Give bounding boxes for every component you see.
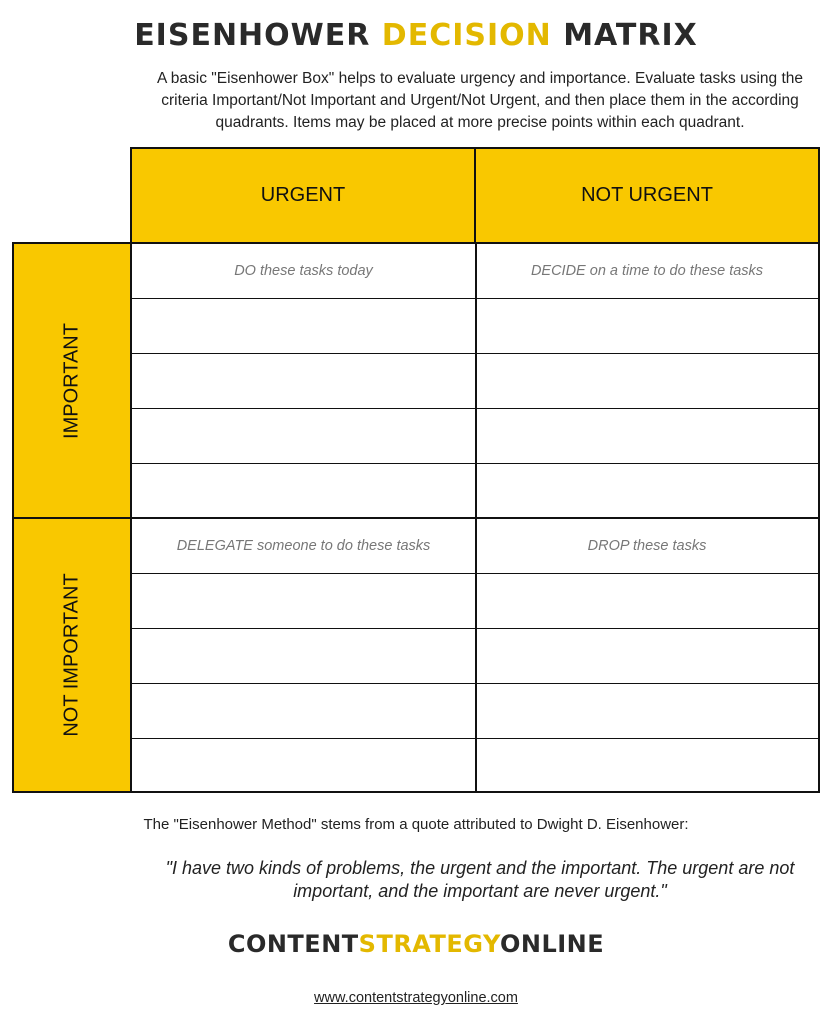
matrix-grid (130, 242, 820, 793)
quadrant-delegate-row[interactable] (132, 684, 476, 739)
quadrant-drop-row[interactable] (476, 739, 818, 791)
quadrant-do-hint: DO these tasks today (132, 244, 476, 299)
quadrant-decide-row[interactable] (476, 464, 818, 519)
quadrant-delegate-row[interactable] (132, 574, 476, 629)
method-note: The "Eisenhower Method" stems from a quote attributed to Dwight D. Eisenhower: (143, 816, 689, 833)
row-header-important-label: IMPORTANT (60, 322, 83, 439)
eisenhower-quote: "I have two kinds of problems, the urgent and the important. The urgent are not important, and the important are never urgent." (165, 858, 795, 901)
brand-logo (0, 930, 832, 958)
center-divider (475, 244, 477, 791)
brand-accent: STRATEGY (358, 930, 500, 958)
title-part-1: EISENHOWER (134, 18, 382, 53)
quadrant-do-row[interactable] (132, 354, 476, 409)
quadrant-do-row[interactable] (132, 299, 476, 354)
intro-text: A basic "Eisenhower Box" helps to evaluate urgency and importance. Evaluate tasks using the criteria Important/Not Important and Urgent/Not Urgent, and then place them in the according quadrants. Items may be placed at more precise points within each quadrant. (156, 70, 804, 131)
column-header-urgent (130, 147, 476, 244)
page-title (0, 18, 832, 53)
column-header-not-urgent-label: NOT URGENT (581, 184, 713, 206)
quadrant-delegate-hint: DELEGATE someone to do these tasks (132, 519, 476, 574)
row-header-not-important (12, 517, 132, 793)
quadrant-decide-hint: DECIDE on a time to do these tasks (476, 244, 818, 299)
brand-part-3: ONLINE (499, 930, 605, 958)
brand-part-1: CONTENT (227, 930, 359, 958)
quadrant-drop-row[interactable] (476, 684, 818, 739)
title-part-3: MATRIX (551, 18, 698, 53)
title-accent: DECISION (381, 18, 552, 53)
quadrant-delegate-row[interactable] (132, 739, 476, 791)
quadrant-drop-hint: DROP these tasks (476, 519, 818, 574)
row-header-important (12, 242, 132, 519)
website-link[interactable]: www.contentstrategyonline.com (314, 990, 518, 1006)
quadrant-delegate-row[interactable] (132, 629, 476, 684)
quadrant-do-row[interactable] (132, 464, 476, 519)
row-header-not-important-label: NOT IMPORTANT (60, 573, 83, 737)
quadrant-decide-row[interactable] (476, 354, 818, 409)
column-header-not-urgent (474, 147, 820, 244)
quadrant-do-row[interactable] (132, 409, 476, 464)
column-header-urgent-label: URGENT (260, 184, 346, 206)
quadrant-decide-row[interactable] (476, 299, 818, 354)
quadrant-drop-row[interactable] (476, 574, 818, 629)
quadrant-decide-row[interactable] (476, 409, 818, 464)
quadrant-drop-row[interactable] (476, 629, 818, 684)
